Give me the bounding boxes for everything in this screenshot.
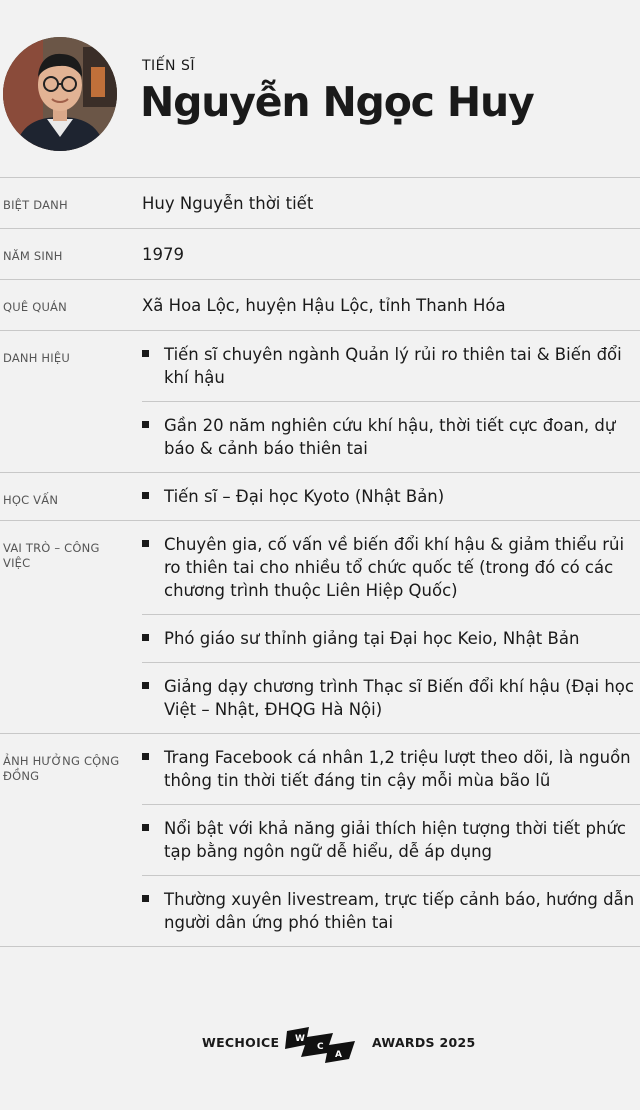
row-label: DANH HIỆU xyxy=(3,351,70,365)
list-item: Gần 20 năm nghiên cứu khí hậu, thời tiết cực đoan, dự báo & cảnh báo thiên tai xyxy=(142,401,640,472)
row-nickname xyxy=(0,177,640,228)
bullet-list xyxy=(142,331,640,472)
row-birth-year xyxy=(0,228,640,279)
logo-letter-a: A xyxy=(335,1050,342,1060)
row-titles xyxy=(0,330,640,472)
row-label: VAI TRÒ – CÔNG VIỆC xyxy=(3,541,100,570)
footer-brand: WECHOICE xyxy=(202,1035,280,1050)
logo-letter-w: W xyxy=(295,1034,305,1044)
bullet-list xyxy=(142,521,640,733)
list-item: Chuyên gia, cố vấn về biến đổi khí hậu & giảm thiểu rủi ro thiên tai cho nhiều tổ chức quốc tế (trong đó có các chương trình thuộc Liên Hiệp Quốc) xyxy=(142,521,640,614)
person-name: Nguyễn Ngọc Huy xyxy=(140,78,534,126)
row-label: ẢNH HƯỞNG CỘNG ĐỒNG xyxy=(3,754,120,783)
row-value: Huy Nguyễn thời tiết xyxy=(142,194,314,213)
row-education xyxy=(0,472,640,520)
logo-letter-c: C xyxy=(317,1042,324,1052)
profile-table xyxy=(0,177,640,947)
row-label: HỌC VẤN xyxy=(3,493,59,507)
row-label: NĂM SINH xyxy=(3,249,63,263)
row-value: 1979 xyxy=(142,245,184,264)
row-label: BIỆT DANH xyxy=(3,198,68,212)
avatar xyxy=(3,37,117,151)
bullet-list xyxy=(142,473,640,520)
footer-awards: AWARDS 2025 xyxy=(372,1035,476,1050)
footer xyxy=(0,1015,640,1075)
wca-logo xyxy=(285,1023,357,1063)
row-influence xyxy=(0,733,640,947)
bullet-list xyxy=(142,734,640,946)
row-hometown xyxy=(0,279,640,330)
list-item: Nổi bật với khả năng giải thích hiện tượng thời tiết phức tạp bằng ngôn ngữ dễ hiểu, dễ áp dụng xyxy=(142,804,640,875)
profile-header xyxy=(0,0,640,175)
row-label: QUÊ QUÁN xyxy=(3,300,67,314)
list-item: Giảng dạy chương trình Thạc sĩ Biến đổi khí hậu (Đại học Việt – Nhật, ĐHQG Hà Nội) xyxy=(142,662,640,733)
list-item: Phó giáo sư thỉnh giảng tại Đại học Keio, Nhật Bản xyxy=(142,614,640,662)
list-item: Tiến sĩ chuyên ngành Quản lý rủi ro thiên tai & Biến đổi khí hậu xyxy=(142,331,640,401)
row-roles xyxy=(0,520,640,733)
row-value: Xã Hoa Lộc, huyện Hậu Lộc, tỉnh Thanh Hóa xyxy=(142,296,506,315)
academic-title: TIẾN SĨ xyxy=(142,58,195,74)
list-item: Tiến sĩ – Đại học Kyoto (Nhật Bản) xyxy=(142,473,640,520)
list-item: Thường xuyên livestream, trực tiếp cảnh báo, hướng dẫn người dân ứng phó thiên tai xyxy=(142,875,640,946)
list-item: Trang Facebook cá nhân 1,2 triệu lượt theo dõi, là nguồn thông tin thời tiết đáng tin cậy mỗi mùa bão lũ xyxy=(142,734,640,804)
